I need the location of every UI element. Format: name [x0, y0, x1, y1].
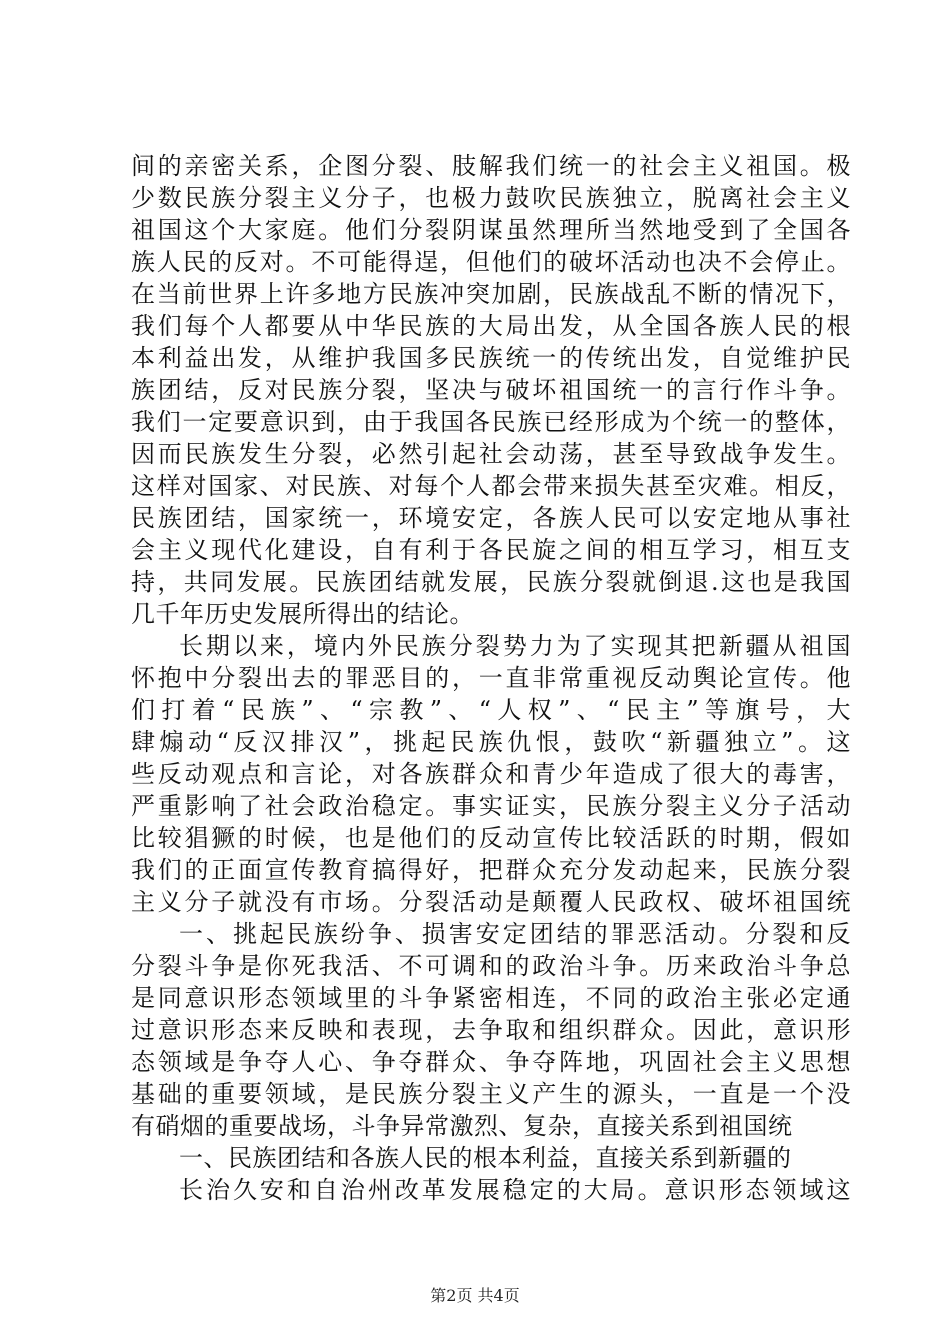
page-footer: 第2页 共4页 — [430, 1286, 520, 1305]
text-line: 态领域是争夺人心、争夺群众、争夺阵地，巩固社会主义思想 — [131, 1048, 851, 1076]
text-line: 严重影响了社会政治稳定。事实证实，民族分裂主义分子活动 — [131, 792, 851, 820]
text-line: 一、民族团结和各族人民的根本利益，直接关系到新疆的 — [179, 1144, 792, 1172]
text-line: 基础的重要领域，是民族分裂主义产生的源头，一直是一个没 — [131, 1080, 851, 1108]
text-line: 族团结，反对民族分裂，坚决与破坏祖国统一的言行作斗争。 — [131, 376, 851, 404]
text-line: 比较猖獗的时候，也是他们的反动宣传比较活跃的时期，假如 — [131, 824, 851, 852]
text-line: 我们每个人都要从中华民族的大局出发，从全国各族人民的根 — [131, 312, 851, 340]
text-line: 祖国这个大家庭。他们分裂阴谋虽然理所当然地受到了全国各 — [131, 216, 851, 244]
text-line: 长期以来，境内外民族分裂势力为了实现其把新疆从祖国 — [179, 632, 851, 660]
text-line: 间的亲密关系，企图分裂、肢解我们统一的社会主义祖国。极 — [131, 152, 851, 180]
text-line: 们打着“民族”、“宗教”、“人权”、“民主”等旗号，大 — [131, 696, 851, 724]
text-line: 少数民族分裂主义分子，也极力鼓吹民族独立，脱离社会主义 — [131, 184, 851, 212]
text-line: 持，共同发展。民族团结就发展，民族分裂就倒退.这也是我国 — [131, 568, 851, 596]
text-line: 本利益出发，从维护我国多民族统一的传统出发，自觉维护民 — [131, 344, 851, 372]
text-line: 我们一定要意识到，由于我国各民族已经形成为个统一的整体， — [131, 408, 851, 436]
text-line: 这样对国家、对民族、对每个人都会带来损失甚至灾难。相反， — [131, 472, 851, 500]
text-line: 因而民族发生分裂，必然引起社会动荡，甚至导致战争发生。 — [131, 440, 851, 468]
text-line: 过意识形态来反映和表现，去争取和组织群众。因此，意识形 — [131, 1016, 851, 1044]
text-line: 我们的正面宣传教育搞得好，把群众充分发动起来，民族分裂 — [131, 856, 851, 884]
text-line: 会主义现代化建设，自有利于各民旋之间的相互学习，相互支 — [131, 536, 851, 564]
text-line: 几千年历史发展所得出的结论。 — [131, 600, 474, 628]
document-body — [131, 150, 851, 1206]
text-line: 主义分子就没有市场。分裂活动是颠覆人民政权、破坏祖国统 — [131, 888, 851, 916]
text-line: 是同意识形态领域里的斗争紧密相连，不同的政治主张必定通 — [131, 984, 851, 1012]
text-line: 分裂斗争是你死我活、不可调和的政治斗争。历来政治斗争总 — [131, 952, 851, 980]
text-line: 怀抱中分裂出去的罪恶目的，一直非常重视反动舆论宣传。他 — [131, 664, 851, 692]
text-line: 一、挑起民族纷争、损害安定团结的罪恶活动。分裂和反 — [179, 920, 851, 948]
text-line: 民族团结，国家统一，环境安定，各族人民可以安定地从事社 — [131, 504, 851, 532]
text-line: 在当前世界上许多地方民族冲突加剧，民族战乱不断的情况下， — [131, 280, 851, 308]
text-line: 些反动观点和言论，对各族群众和青少年造成了很大的毒害， — [131, 760, 851, 788]
text-line: 族人民的反对。不可能得逞，但他们的破坏活动也决不会停止。 — [131, 248, 851, 276]
text-line: 长治久安和自治州改革发展稳定的大局。意识形态领域这 — [179, 1176, 851, 1204]
text-line: 有硝烟的重要战场，斗争异常激烈、复杂，直接关系到祖国统 — [131, 1112, 793, 1140]
text-line: 肆煽动“反汉排汉”，挑起民族仇恨，鼓吹“新疆独立”。这 — [131, 728, 851, 756]
